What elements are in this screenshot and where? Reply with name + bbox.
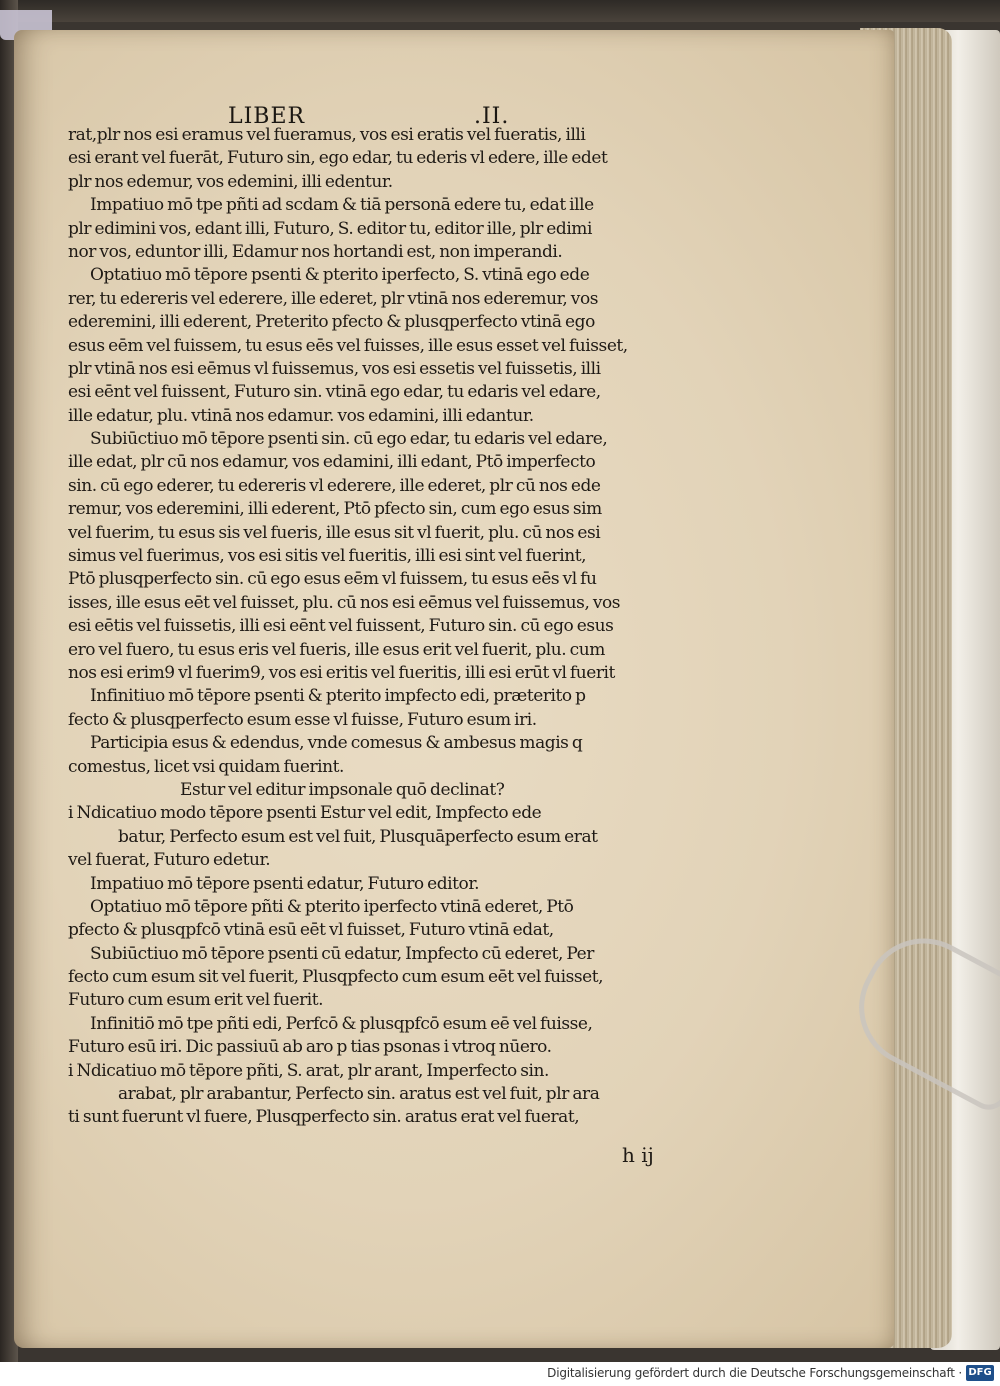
footer-bar — [0, 1362, 1000, 1386]
text-line: comestus, licet vsi quidam fuerint. — [68, 756, 344, 777]
text-line: isses, ille esus eēt vel fuisset, plu. cū nos esi eēmus vel fuissemus, vos — [68, 592, 621, 613]
text-line: Impatiuo mō tpe pñti ad scdam & tiā personā edere tu, edat ille — [90, 195, 594, 216]
text-line: fecto & plusqperfecto esum esse vl fuisse, Futuro esum iri. — [68, 709, 537, 730]
text-line: plr edimini vos, edant illi, Futuro, S. editor tu, editor ille, plr edimi — [68, 218, 592, 239]
funding-credit: Digitalisierung gefördert durch die Deutsche Forschungsgemeinschaft · — [547, 1366, 962, 1380]
text-line: nor vos, eduntor illi, Edamur nos hortandi est, non imperandi. — [68, 241, 563, 262]
text-line: remur, vos ederemini, illi ederent, Ptō pfecto sin, cum ego esus sim — [68, 499, 602, 520]
text-line: pfecto & plusqpfcō vtinā esū eēt vl fuisset, Futuro vtinā edat, — [68, 920, 554, 941]
text-line: Impatiuo mō tēpore psenti edatur, Futuro editor. — [90, 873, 480, 894]
dfg-logo: DFG — [966, 1365, 994, 1381]
text-line: nos esi erim9 vl fuerim9, vos esi eritis vel fueritis, illi esi erūt vl fuerit — [68, 662, 615, 683]
text-line: Optatiuo mō tēpore psenti & pterito iperfecto, S. vtinā ego ede — [90, 265, 590, 286]
text-line: ille edatur, plu. vtinā nos edamur. vos edamini, illi edantur. — [68, 405, 534, 426]
text-line: i Ndicatiuo modo tēpore psenti Estur vel edit, Impfecto ede — [68, 803, 542, 824]
text-line: sin. cū ego ederer, tu edereris vl ederere, ille ederet, plr cū nos ede — [68, 475, 601, 496]
book-cover-top — [0, 0, 1000, 22]
text-line: fecto cum esum sit vel fuerit, Plusqpfecto cum esum eēt vel fuisset, — [68, 967, 604, 988]
header-book-number: .II. — [474, 104, 510, 129]
text-line: Participia esus & edendus, vnde comesus & ambesus magis q — [90, 733, 583, 754]
text-line: plr nos edemur, vos edemini, illi edentur. — [68, 171, 393, 192]
text-line: Subiūctiuo mō tēpore psenti cū edatur, Impfecto cū ederet, Per — [90, 943, 594, 964]
text-line: vel fuerat, Futuro edetur. — [68, 850, 271, 871]
text-line: esus eēm vel fuissem, tu esus eēs vel fuisses, ille esus esset vel fuisset, — [68, 335, 628, 356]
text-line: i Ndicatiuo mō tēpore pñti, S. arat, plr arant, Imperfecto sin. — [68, 1060, 549, 1081]
text-line: ti sunt fuerunt vl fuere, Plusqperfecto sin. aratus erat vel fuerat, — [68, 1107, 580, 1128]
text-line: esi eēnt vel fuissent, Futuro sin. vtinā ego edar, tu edaris vel edare, — [68, 382, 601, 403]
text-line: ederemini, illi ederent, Preterito pfecto & plusqperfecto vtinā ego — [68, 312, 595, 333]
text-line: Optatiuo mō tēpore pñti & pterito iperfecto vtinā ederet, Ptō — [90, 896, 574, 917]
text-line: vel fuerim, tu esus sis vel fueris, ille esus sit vl fuerit, plu. cū nos esi — [68, 522, 601, 543]
signature-mark: h ij — [622, 1143, 654, 1167]
text-line: Subiūctiuo mō tēpore psenti sin. cū ego edar, tu edaris vel edare, — [90, 429, 608, 450]
text-line: batur, Perfecto esum est vel fuit, Plusquāperfecto esum erat — [118, 826, 598, 847]
text-line: plr vtinā nos esi eēmus vl fuissemus, vos esi essetis vel fuissetis, illi — [68, 358, 601, 379]
text-line: arabat, plr arabantur, Perfecto sin. aratus est vel fuit, plr ara — [118, 1084, 600, 1105]
text-line: esi eētis vel fuissetis, illi esi eēnt vel fuissent, Futuro sin. cū ego esus — [68, 616, 614, 637]
text-line: Futuro esū iri. Dic passiuū ab aro p tias psonas i vtroq nūero. — [68, 1037, 552, 1058]
text-line: rat,plr nos esi eramus vel fueramus, vos esi eratis vel fueratis, illi — [68, 125, 586, 145]
header-liber: LIBER — [228, 104, 306, 129]
text-line: rer, tu edereris vel ederere, ille ederet, plr vtinā nos ederemur, vos — [68, 288, 599, 309]
body-text — [68, 124, 714, 1130]
text-line: Infinitiō mō tpe pñti edi, Perfcō & plusqpfcō esum eē vel fuisse, — [90, 1013, 593, 1034]
text-line: simus vel fuerimus, vos esi sitis vel fueritis, illi esi sint vel fuerint, — [68, 546, 587, 567]
text-line: ille edat, plr cū nos edamur, vos edamini, illi edant, Ptō imperfecto — [68, 452, 596, 473]
text-line: Ptō plusqperfecto sin. cū ego esus eēm vl fuissem, tu esus eēs vl fu — [68, 569, 597, 590]
text-line: Infinitiuo mō tēpore psenti & pterito impfecto edi, præterito p — [90, 686, 586, 707]
text-line: Estur vel editur impsonale quō declinat? — [180, 779, 505, 800]
text-line: ero vel fuero, tu esus eris vel fueris, ille esus erit vel fuerit, plu. cum — [68, 639, 605, 660]
text-line: esi erant vel fuerāt, Futuro sin, ego edar, tu ederis vl edere, ille edet — [68, 148, 608, 169]
text-line: Futuro cum esum erit vel fuerit. — [68, 990, 324, 1011]
